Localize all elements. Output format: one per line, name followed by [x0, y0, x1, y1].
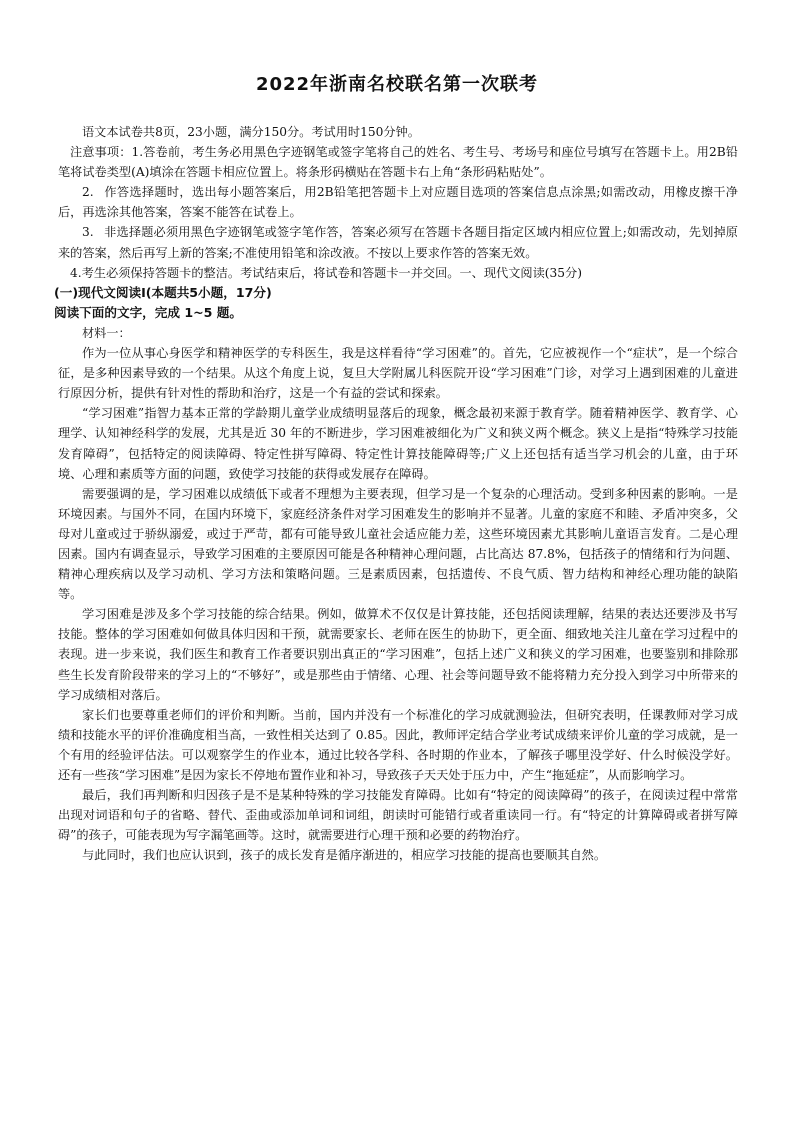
document-body — [54, 122, 738, 865]
note-2-number: 2. — [82, 185, 94, 200]
note-2 — [58, 182, 738, 222]
paragraph-4: 学习困难是涉及多个学习技能的综合结果。例如，做算术不仅仅是计算技能，还包括阅读理解，结果的表达还要涉及书写技能。整体的学习困难如何做具体归因和干预，就需要家长、老师在医生的协助下，更全面、细致地关注儿童在学习过程中的表现。进一步来说，我们医生和教育工作者要识别出真正的“学习困难”，包括上述广义和狭义的学习困难，也要鉴别和排除那些生长发育阶段带来的学习上的“不够好”，或是那些由于情绪、心理、社会等问题导致不能将精力充分投入到学习中所带来的学习成绩相对落后。 — [58, 607, 738, 702]
note-4: 4.考生必须保持答题卡的整洁。考试结束后，将试卷和答题卡一并交回。一、现代文阅读(35分) — [70, 265, 582, 280]
paragraph-5: 家长们也要尊重老师们的评价和判断。当前，国内并没有一个标准化的学习成就测验法，但研究表明，任课教师对学习成绩和技能水平的评价准确度相当高，一致性相关达到了 0.85。因此，教师评定结合学业考试成绩来评价儿童的学习成就，是一个有用的经验评估法。可以观察学生的作业本，通过比较各学科、各时期的作业本，了解孩子哪里没学好、什么时候没学好。还有一些孩“学习困难”是因为家长不停地布置作业和补习，导致孩子天天处于压力中，产生“拖延症”，从而影响学习。 — [58, 707, 738, 782]
intro-text: 语文本试卷共8页，23小题，满分150分。考试用时150分钟。 — [82, 125, 420, 139]
reading-instruction: 阅读下面的文字，完成 1~5 题。 — [54, 304, 242, 320]
note-2-text: 作答选择题时，选出每小题答案后，用2B铅笔把答题卡上对应题目选项的答案信息点涂黑;如需改动，用橡皮擦干净后，再选涂其他答案，答案不能答在试卷上。 — [58, 185, 738, 220]
page-title: 2022年浙南名校联名第一次联考 — [255, 74, 539, 95]
note-3-number: 3. — [82, 225, 94, 240]
note-1: 注意事项：1.答卷前，考生务必用黑色字迹钢笔或签字笔将自己的姓名、考生号、考场号和座位号填写在答题卡上。用2B铅笔将试卷类型(A)填涂在答题卡相应位置上。将条形码横贴在答题卡右上角“条形码粘贴处”。 — [58, 145, 738, 180]
section-heading: (一)现代文阅读Ⅰ(本题共5小题，17分) — [54, 284, 272, 300]
paragraph-1: 作为一位从事心身医学和精神医学的专科医生，我是这样看待“学习困难”的。首先，它应被视作一个“症状”，是一个综合征，是多种因素导致的一个结果。从这个角度上说，复旦大学附属儿科医院开设“学习困难”门诊，对学习上遇到困难的儿童进行原因分析，提供有针对性的帮助和治疗，这是一个有益的尝试和探索。 — [58, 346, 738, 401]
paragraph-7: 与此同时，我们也应认识到，孩子的成长发育是循序渐进的，相应学习技能的提高也要顺其自然。 — [82, 848, 607, 863]
note-3-text: 非选择题必须用黑色字迹钢笔或签字笔作答，答案必须写在答题卡各题目指定区域内相应位置上;如需改动，先划掉原来的答案，然后再写上新的答案;不准使用铅笔和涂改液。不按以上要求作答的答案无效。 — [58, 225, 738, 260]
material-label: 材料一： — [82, 325, 131, 340]
note-3 — [58, 222, 738, 262]
paragraph-2: “学习困难”指智力基本正常的学龄期儿童学业成绩明显落后的现象，概念最初来源于教育学。随着精神医学、教育学、心理学、认知神经科学的发展，尤其是近 30 年的不断进步，学习困难被细化为广义和狭义两个概念。狭义上是指“特殊学习技能发育障碍”，包括特定的阅读障碍、特定性拼写障碍、特定性计算技能障碍等;广义上还包括有适当学习机会的儿童，由于环境、心理和素质等方面的问题，致使学习技能的获得或发展存在障碍。 — [58, 406, 738, 481]
paragraph-6: 最后，我们再判断和归因孩子是不是某种特殊的学习技能发育障碍。比如有“特定的阅读障碍”的孩子，在阅读过程中常常出现对词语和句子的省略、替代、歪曲或添加单词和词组，朗读时可能错行或者重读同一行。有“特定的计算障碍或者拼写障碍”的孩子，可能表现为写字漏笔画等。这时，就需要进行心理干预和必要的药物治疗。 — [58, 788, 738, 843]
paragraph-3: 需要强调的是，学习困难以成绩低下或者不理想为主要表现，但学习是一个复杂的心理活动。受到多种因素的影响。一是环境因素。与国外不同，在国内环境下，家庭经济条件对学习困难发生的影响并不显著。儿童的家庭不和睦、矛盾冲突多，父母对儿童或过于骄纵溺爱，或过于严苛，都有可能导致儿童社会适应能力差，这些环境因素尤其影响儿童语言发育。二是心理因素。国内有调查显示，导致学习困难的主要原因可能是各种精神心理问题，占比高达 87.8%，包括孩子的情绪和行为问题、精神心理疾病以及学习动机、学习方法和策略问题。三是素质因素，包括遗传、不良气质、智力结构和神经心理功能的缺陷等。 — [58, 486, 738, 602]
